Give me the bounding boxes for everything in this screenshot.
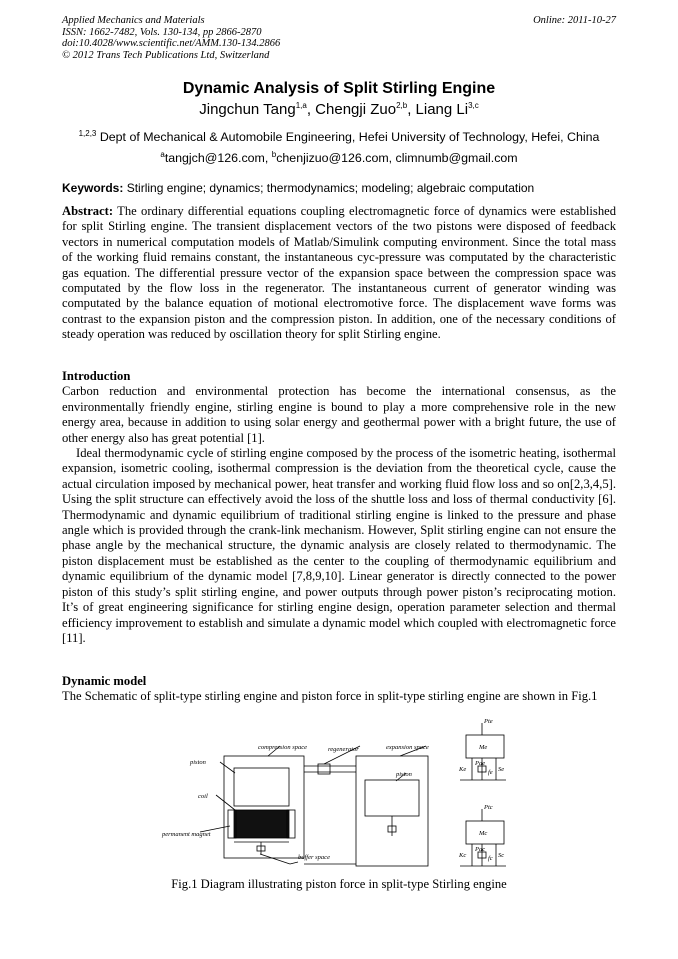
journal-name: Applied Mechanics and Materials — [62, 15, 205, 26]
paragraph: Carbon reduction and environmental protection has become the international consensus, as the environmentally friendly engine, stirling engine is bound to play a more comprehensive role in the new energy area, because in addition to using solar energy and geothermal power with a bright future, the use of other energy also has great potential [1]. — [62, 384, 616, 445]
keywords-text: Stirling engine; dynamics; thermodynamics; modeling; algebraic computation — [123, 181, 535, 195]
regenerator-block — [318, 764, 330, 774]
label-ke: Ke — [459, 766, 467, 773]
author-superscript: 1,a — [295, 101, 307, 110]
author-name: Jingchun Tang — [199, 101, 296, 118]
label-me: Me — [479, 744, 488, 751]
affiliation-superscript: 1,2,3 — [78, 128, 97, 138]
section-heading: Dynamic model — [62, 674, 147, 688]
author-superscript: 2,b — [396, 101, 408, 110]
label-buffer-space: buffer space — [298, 854, 330, 861]
keywords — [62, 181, 616, 195]
online-date: Online: 2011-10-27 — [533, 15, 616, 26]
affiliation — [0, 130, 678, 144]
author-separator: , — [306, 101, 316, 118]
piston-left — [234, 768, 289, 806]
author-name: Chengji Zuo — [315, 101, 397, 118]
piston-right — [365, 780, 419, 816]
label-compression-space: compression space — [258, 744, 308, 751]
abstract-text: The ordinary differential equations coupling electromagnetic force of dynamics were established for split Stirling engine. The transient displacement vectors of the two pistons were disposed of feedback vectors in numerical computation models of Matlab/Simulink computing environment. Since the total mass of the working fluid remains constant, the instantaneous cyc-pressure was computated by the characteristic gas equation. The differential pressure vector of the expansion space between the compression space was computated by the flow loss in the regenerator. The instantaneous current of generator winding was computated by the balance equation of motional electromotive force. The displacement wave forms was contrast to the expansion piston and the compression piston. In addition, one of the necessary conditions of steady operation was reduced by oscillation theory for split Stirling engine. — [62, 204, 617, 342]
author-name: Liang Li — [415, 101, 469, 118]
label-piston-right: piston — [396, 771, 412, 778]
label-permanent-magnet: permanent magnet — [162, 831, 211, 838]
doi-line: doi:10.4028/www.scientific.net/AMM.130-134.2866 — [62, 38, 281, 49]
email-line — [0, 151, 678, 165]
abstract — [62, 204, 616, 343]
label-pae: Pae — [475, 760, 486, 767]
expansion-cylinder — [356, 756, 428, 866]
affiliation-text: Dept of Mechanical & Automobile Engineering, Hefei University of Technology, Hefei, China — [99, 130, 600, 144]
dynamic-model-section — [62, 674, 616, 705]
email-superscript: a — [160, 149, 165, 159]
label-se: Se — [498, 766, 505, 773]
label-coil: coil — [198, 793, 208, 800]
coil — [234, 810, 289, 838]
engine-schematic-figure — [160, 718, 620, 873]
author-separator: , — [407, 101, 416, 118]
label-piston-left: piston — [190, 759, 206, 766]
label-sc: Sc — [498, 852, 505, 859]
abstract-label: Abstract: — [62, 204, 114, 218]
label-fc: fc — [488, 855, 493, 862]
label-pte: Pte — [484, 718, 493, 725]
email-text: tangjch@126.com, — [164, 151, 272, 165]
label-kc: Kc — [459, 852, 467, 859]
issn-line: ISSN: 1662-7482, Vols. 130-134, pp 2866-2870 — [62, 26, 262, 38]
journal-header — [62, 15, 616, 61]
paper-title: Dynamic Analysis of Split Stirling Engine — [182, 80, 496, 97]
introduction-section — [62, 369, 616, 646]
label-regenerator: regenerator — [328, 746, 359, 753]
label-pac: Pac — [475, 846, 486, 853]
section-heading: Introduction — [62, 369, 131, 383]
label-mc: Mc — [479, 830, 488, 837]
label-ptc: Ptc — [484, 804, 493, 811]
email-text: chenjizuo@126.com, climnumb@gmail.com — [276, 151, 518, 165]
author-superscript: 3,c — [468, 101, 479, 110]
figure-caption: Fig.1 Diagram illustrating piston force in split-type Stirling engine — [171, 877, 507, 891]
paragraph: Ideal thermodynamic cycle of stirling engine composed by the process of the isometric heating, isothermal expansion, isometric cooling, isothermal compression is the deviation from the theoretical cycle, cause the actual circulation imposed by mechanical power, heat transfer and working fluid flow loss and so on[2,3,4,5]. Using the split structure can effectively avoid the loss of the shuttle loss and loss of thermal conductivity [6]. Thermodynamic and dynamic equilibrium of traditional stirling engine is linked to the pressure and phase angle which is provided through the crank-link mechanism. However, Split stirling engine can not ensure the phase angle by the mechanical structure, the dynamic analysis are closely related to thermodynamic. The piston displacement must be established as the center to the coupling of thermodynamic equilibrium and dynamic equilibrium of the dynamic model [7,8,9,10]. Linear generator is directly connected to the power piston of this study’s split stirling engine, and power outputs through power piston’s reciprocating motion. It’s of great engineering significance for stirling engine design, operation parameter selection and thermal efficiency improvement to establish and simulate a dynamic model which coupled with electromagnetic force [11]. — [62, 446, 616, 645]
copyright-line: © 2012 Trans Tech Publications Ltd, Switzerland — [62, 49, 270, 61]
email-superscript: b — [271, 149, 277, 159]
keywords-label: Keywords: — [62, 181, 124, 195]
compression-cylinder — [224, 756, 304, 858]
author-line — [0, 101, 678, 118]
label-expansion-space: expansion space — [386, 744, 429, 751]
label-fe: fe — [488, 769, 493, 776]
paragraph: The Schematic of split-type stirling engine and piston force in split-type stirling engine are shown in Fig.1 — [62, 689, 598, 704]
